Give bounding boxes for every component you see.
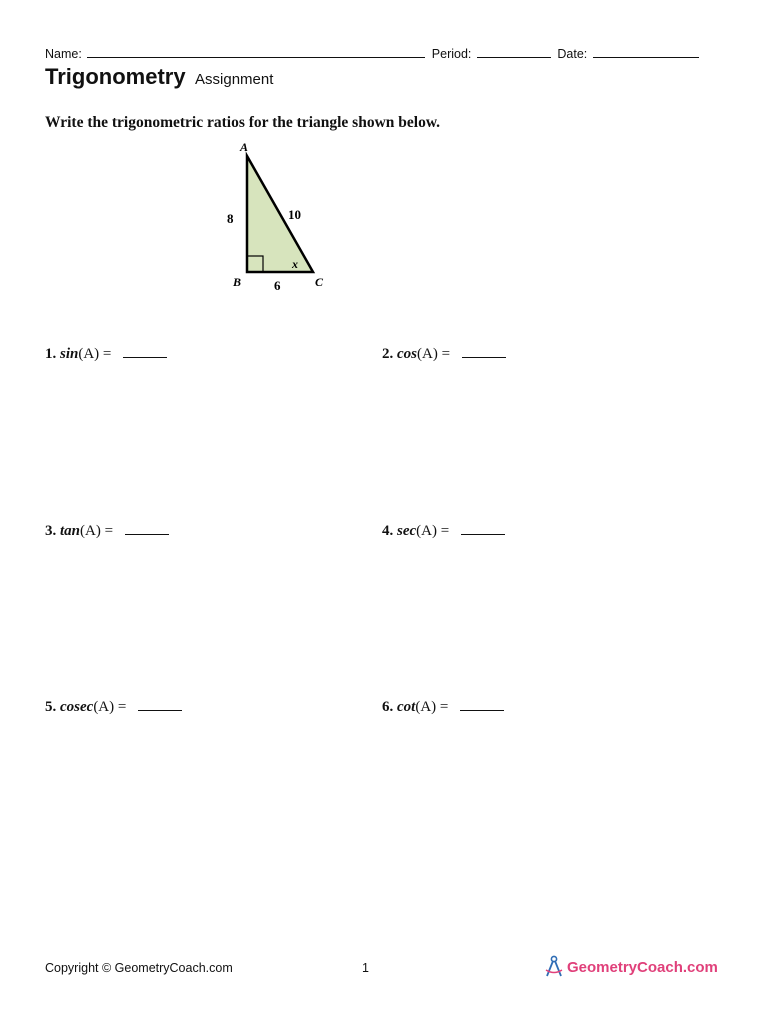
geometrycoach-logo[interactable]	[543, 955, 718, 979]
question-3	[45, 522, 169, 540]
question-function: cot	[397, 699, 416, 715]
question-argument: (A) =	[78, 346, 112, 362]
question-argument: (A) =	[80, 523, 114, 539]
answer-blank-6[interactable]	[460, 698, 504, 711]
title-main: Trigonometry	[45, 64, 186, 89]
question-4	[382, 522, 505, 540]
page-number: 1	[362, 961, 369, 975]
logo-text: GeometryCoach.com	[567, 958, 718, 976]
answer-blank-5[interactable]	[138, 698, 182, 711]
question-argument: (A) =	[416, 523, 450, 539]
side-ab-label: 8	[227, 211, 234, 226]
question-function: cosec	[60, 699, 94, 715]
date-field[interactable]	[593, 47, 699, 58]
vertex-b-label: B	[233, 275, 242, 289]
question-5	[45, 698, 182, 716]
answer-blank-2[interactable]	[462, 345, 506, 358]
answer-blank-4[interactable]	[461, 522, 505, 535]
question-function: cos	[397, 346, 417, 362]
name-field[interactable]	[87, 47, 425, 58]
triangle-diagram	[222, 138, 342, 298]
vertex-a-label: A	[240, 140, 249, 154]
question-argument: (A) =	[417, 346, 451, 362]
side-bc-label: 6	[274, 278, 281, 293]
instructions: Write the trigonometric ratios for the triangle shown below.	[45, 114, 441, 131]
name-label: Name:	[45, 47, 82, 61]
question-6	[382, 698, 504, 716]
question-number: 6.	[382, 699, 394, 715]
copyright-text: Copyright © GeometryCoach.com	[45, 961, 233, 975]
question-number: 1.	[45, 346, 57, 362]
question-function: tan	[60, 523, 81, 539]
question-argument: (A) =	[93, 699, 127, 715]
question-2	[382, 345, 506, 363]
question-argument: (A) =	[415, 699, 449, 715]
question-1	[45, 345, 167, 363]
question-number: 2.	[382, 346, 394, 362]
question-function: sec	[397, 523, 417, 539]
triangle-shape	[247, 156, 313, 272]
answer-blank-3[interactable]	[125, 522, 169, 535]
compass-icon	[543, 955, 565, 979]
date-label: Date:	[557, 47, 588, 61]
side-ac-label: 10	[288, 207, 301, 222]
vertex-c-label: C	[315, 275, 324, 289]
answer-blank-1[interactable]	[123, 345, 167, 358]
title-sub: Assignment	[195, 71, 274, 88]
question-number: 5.	[45, 699, 57, 715]
angle-c-label: x	[292, 257, 298, 271]
page-title	[45, 64, 273, 90]
period-field[interactable]	[477, 47, 551, 58]
question-number: 3.	[45, 523, 57, 539]
question-number: 4.	[382, 523, 394, 539]
question-function: sin	[60, 346, 79, 362]
period-label: Period:	[431, 47, 472, 61]
student-info-line	[45, 47, 705, 61]
